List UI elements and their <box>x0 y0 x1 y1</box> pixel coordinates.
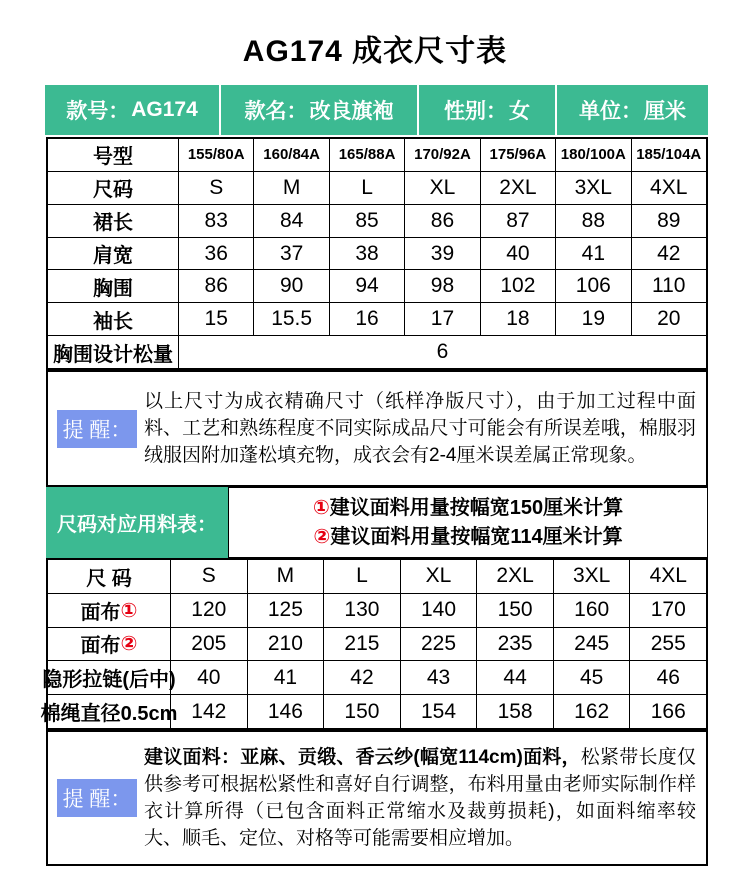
table-cell: 41 <box>247 661 324 694</box>
unit-label: 单位： <box>579 100 642 123</box>
table-cell: 16 <box>329 303 404 335</box>
table-row <box>48 335 706 368</box>
table-cell: 185/104A <box>631 139 706 171</box>
row-label: 肩宽 <box>93 245 133 267</box>
reminder-box-top <box>46 370 708 487</box>
table-cell: 225 <box>400 628 477 661</box>
table-row <box>48 269 706 302</box>
table-cell: 15 <box>178 303 253 335</box>
table-cell: 150 <box>323 695 400 728</box>
row-label: 棉绳直径0.5cm <box>40 703 178 726</box>
fabric-note-2 <box>313 523 622 552</box>
table-cell: 46 <box>629 661 706 694</box>
table-cell: 43 <box>400 661 477 694</box>
table-cell: 4XL <box>629 560 706 593</box>
gender-value: 女 <box>509 100 530 123</box>
gender-cell <box>419 85 557 135</box>
table-cell: 162 <box>553 695 630 728</box>
product-code-value: AG174 <box>131 98 198 121</box>
row-label: 面布 ① <box>80 599 138 624</box>
page-title: AG174 成衣尺寸表 <box>242 35 508 68</box>
table-cell: 160 <box>553 594 630 627</box>
table-row <box>42 660 706 694</box>
table-cell: 94 <box>329 270 404 302</box>
table-cell: 18 <box>480 303 555 335</box>
table-cell: 210 <box>247 628 324 661</box>
table-cell: 160/84A <box>253 139 328 171</box>
row-label: 袖长 <box>93 310 133 333</box>
gender-label: 性别： <box>444 100 507 123</box>
circled-number-icon: ② <box>120 633 138 656</box>
table-cell: 155/80A <box>178 139 253 171</box>
row-label: 胸围设计松量 <box>53 343 173 366</box>
table-cell: 89 <box>631 205 706 237</box>
table-cell: L <box>323 560 400 593</box>
table-cell: 165/88A <box>329 139 404 171</box>
table-cell: 158 <box>476 695 553 728</box>
product-info-bar <box>45 85 708 135</box>
unit-cell <box>557 85 708 135</box>
table-cell: 42 <box>631 238 706 270</box>
table-row <box>48 237 706 270</box>
table-cell: 255 <box>629 628 706 661</box>
row-span-value: 6 <box>178 336 706 368</box>
fabric-usage-section <box>46 487 708 558</box>
product-name-value: 改良旗袍 <box>309 100 394 123</box>
table-cell: 42 <box>323 661 400 694</box>
table-cell: 106 <box>555 270 630 302</box>
row-label: 尺码 <box>93 179 133 202</box>
table-cell: 36 <box>178 238 253 270</box>
table-cell: 150 <box>476 594 553 627</box>
circled-1-icon: ① <box>312 496 330 519</box>
reminder-bottom-normal-text: 松紧带长度仅供参考可根据松紧性和喜好自行调整，布料用量由老师实际制作样衣计算所得（已包含面料正常缩水及裁剪损耗)，如面料缩率较大、顺毛、定位、对格等可能需要相应增加。 <box>144 747 696 849</box>
table-cell: 15.5 <box>253 303 328 335</box>
table-cell: 85 <box>329 205 404 237</box>
row-label: 胸围 <box>93 277 133 300</box>
table-cell: L <box>329 172 404 204</box>
product-code-label: 款号： <box>66 100 130 123</box>
table-cell: S <box>178 172 253 204</box>
table-cell: 4XL <box>631 172 706 204</box>
table-cell: S <box>170 560 247 593</box>
circled-number-icon: ① <box>120 599 138 622</box>
table-cell: 40 <box>170 661 247 694</box>
table-cell: 86 <box>178 270 253 302</box>
table-cell: 125 <box>247 594 324 627</box>
table-cell: 20 <box>631 303 706 335</box>
table-row <box>48 171 706 204</box>
table-cell: 40 <box>480 238 555 270</box>
product-code-cell <box>45 85 221 135</box>
table-cell: 19 <box>555 303 630 335</box>
reminder-bottom-badge: 提 醒： <box>57 779 137 817</box>
row-label: 隐形拉链(后中) <box>42 669 176 692</box>
table-cell: 45 <box>553 661 630 694</box>
table-cell: 142 <box>170 695 247 728</box>
row-label: 裙长 <box>93 212 133 235</box>
table-cell: 146 <box>247 695 324 728</box>
reminder-top-badge: 提 醒： <box>57 410 137 448</box>
row-label: 尺 码 <box>86 567 132 590</box>
table-cell: XL <box>400 560 477 593</box>
reminder-top-text: 以上尺寸为成衣精确尺寸（纸样净版尺寸），由于加工过程中面料、工艺和熟练程度不同实际成品尺寸可能会有所误差哦，棉服羽绒服因附加蓬松填充物，成衣会有2-4厘米误差属正常现象。 <box>144 391 696 466</box>
table-cell: 86 <box>404 205 479 237</box>
unit-value: 厘米 <box>644 100 686 123</box>
table-cell: 170/92A <box>404 139 479 171</box>
table-cell: 102 <box>480 270 555 302</box>
table-row <box>48 139 706 171</box>
fabric-usage-title: 尺码对应用料表： <box>46 487 228 558</box>
table-cell: 88 <box>555 205 630 237</box>
table-cell: 215 <box>323 628 400 661</box>
table-cell: 166 <box>629 695 706 728</box>
table-cell: 245 <box>553 628 630 661</box>
table-cell: XL <box>404 172 479 204</box>
table-cell: 180/100A <box>555 139 630 171</box>
table-cell: 2XL <box>476 560 553 593</box>
table-row <box>48 204 706 237</box>
table-cell: 41 <box>555 238 630 270</box>
table-cell: 84 <box>253 205 328 237</box>
table-row <box>48 560 706 593</box>
table-cell: 235 <box>476 628 553 661</box>
row-label: 面布 ② <box>80 633 138 658</box>
table-cell: 120 <box>170 594 247 627</box>
table-cell: 44 <box>476 661 553 694</box>
reminder-bottom-text <box>144 744 696 852</box>
table-cell: 39 <box>404 238 479 270</box>
fabric-note-1 <box>313 494 623 523</box>
table-cell: 90 <box>253 270 328 302</box>
table-cell: 3XL <box>555 172 630 204</box>
table-cell: 3XL <box>553 560 630 593</box>
table-cell: 130 <box>323 594 400 627</box>
reminder-box-bottom <box>46 730 708 866</box>
table-cell: M <box>247 560 324 593</box>
fabric-usage-notes <box>228 487 708 558</box>
fabric-usage-table <box>40 558 708 730</box>
table-row <box>48 627 706 661</box>
table-row <box>48 302 706 335</box>
table-cell: 154 <box>400 695 477 728</box>
table-row <box>40 694 706 728</box>
table-cell: 110 <box>631 270 706 302</box>
garment-size-table <box>46 137 708 370</box>
table-cell: 2XL <box>480 172 555 204</box>
fabric-note-1-text: 建议面料用量按幅宽150厘米计算 <box>329 496 624 519</box>
row-label: 号型 <box>93 146 133 169</box>
table-cell: 170 <box>629 594 706 627</box>
table-cell: 83 <box>178 205 253 237</box>
reminder-bottom-bold-text: 建议面料：亚麻、贡缎、香云纱(幅宽114cm)面料， <box>144 747 581 768</box>
table-cell: 37 <box>253 238 328 270</box>
table-cell: 17 <box>404 303 479 335</box>
product-name-label: 款名： <box>244 100 308 123</box>
table-cell: 175/96A <box>480 139 555 171</box>
table-cell: M <box>253 172 328 204</box>
table-cell: 140 <box>400 594 477 627</box>
table-cell: 87 <box>480 205 555 237</box>
fabric-note-2-text: 建议面料用量按幅宽114厘米计算 <box>330 525 623 548</box>
product-name-cell <box>221 85 419 135</box>
circled-2-icon: ② <box>313 525 331 548</box>
table-cell: 98 <box>404 270 479 302</box>
table-row <box>48 593 706 627</box>
table-cell: 205 <box>170 628 247 661</box>
table-cell: 38 <box>329 238 404 270</box>
